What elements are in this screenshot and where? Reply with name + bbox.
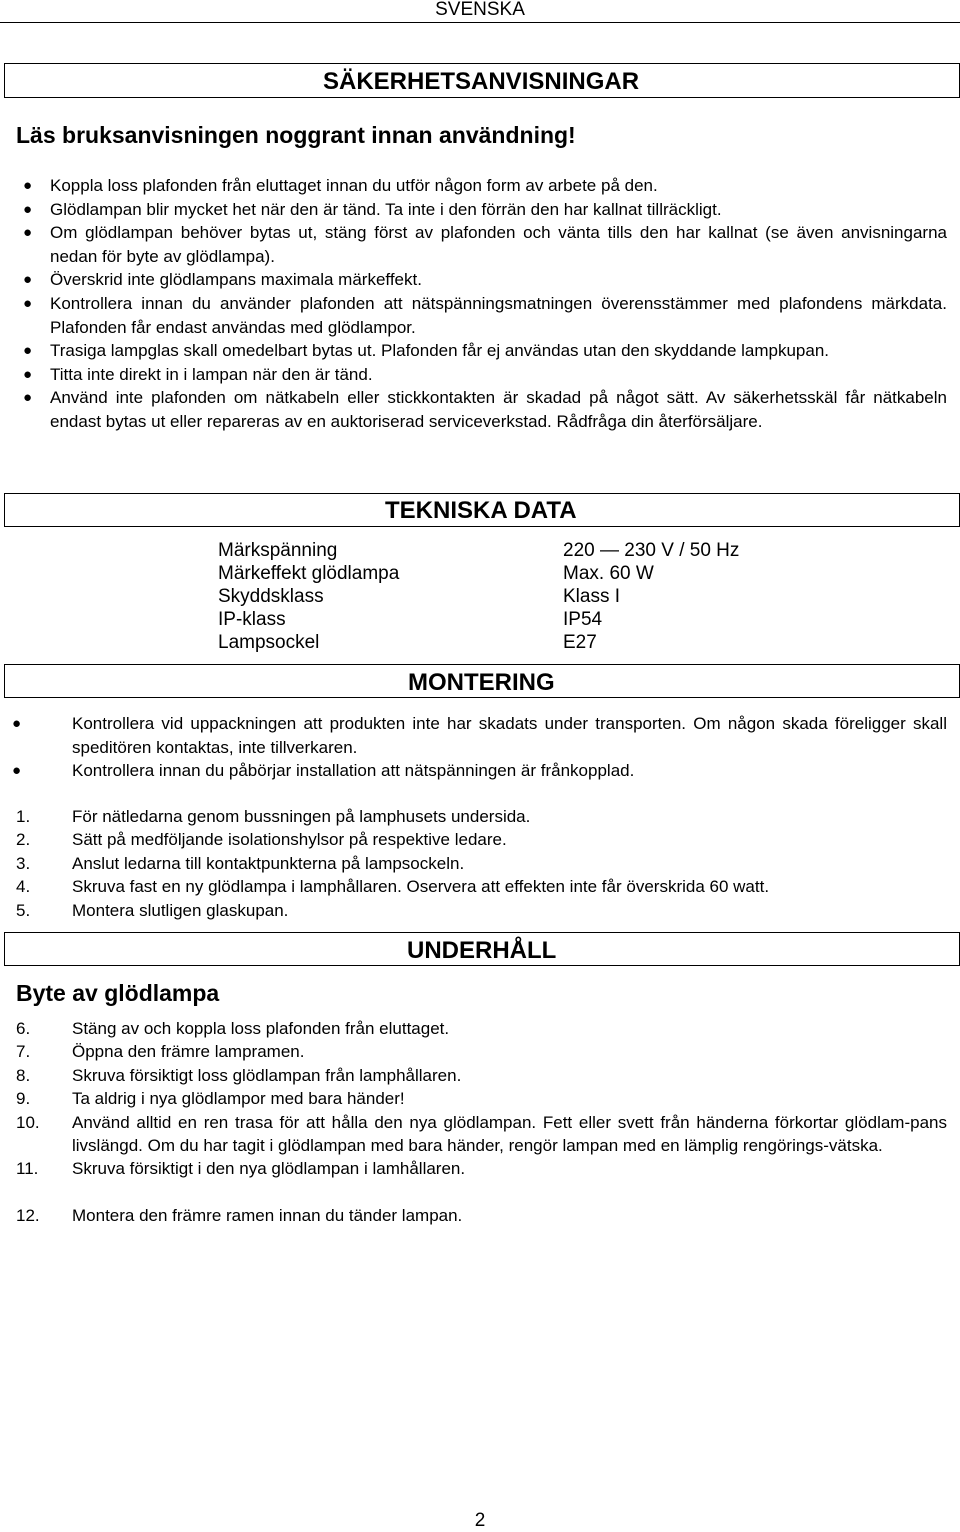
spec-label: Skyddsklass bbox=[218, 586, 324, 607]
spec-label: Märkspänning bbox=[218, 540, 338, 561]
safety-title: SÄKERHETSANVISNINGAR bbox=[323, 68, 640, 95]
list-item: 10. Använd alltid en ren trasa för att hålla den nya glödlampan. Fett eller svett från händerna förkortar glödlam-pans livslängd. Om du har tagit i glödlampan med bara händer, rengör lampan med en lämplig rengörings-vätska. bbox=[16, 1112, 947, 1156]
list-item: ● Trasiga lampglas skall omedelbart bytas ut. Plafonden får ej användas utan den skyddande lampkupan. bbox=[16, 339, 947, 363]
list-item: 8. Skruva försiktigt loss glödlampan från lamphållaren. bbox=[16, 1065, 462, 1085]
bullet-icon: ● bbox=[23, 200, 33, 218]
page-header bbox=[0, 0, 960, 23]
list-item: ● Överskrid inte glödlampans maximala märkeffekt. bbox=[16, 268, 947, 292]
maintenance-title-box bbox=[4, 932, 960, 966]
mounting-title-box bbox=[4, 664, 960, 698]
list-item: 2. Sätt på medföljande isolationshylsor på respektive ledare. bbox=[16, 830, 507, 850]
spec-label: Lampsockel bbox=[218, 632, 320, 653]
bullet-icon: ● bbox=[12, 715, 22, 732]
list-item: 4. Skruva fast en ny glödlampa i lamphållaren. Oservera att effekten inte får överskrida 60 watt. bbox=[16, 877, 770, 897]
mounting-title: MONTERING bbox=[408, 669, 555, 696]
bullet-icon: ● bbox=[23, 342, 33, 360]
list-item: 5. Montera slutligen glaskupan. bbox=[16, 900, 289, 920]
list-item: ● Kontrollera innan du påbörjar installation att nätspänningen är frånkopplad. bbox=[16, 759, 947, 783]
list-item: ● Titta inte direkt in i lampan när den är tänd. bbox=[16, 363, 947, 387]
maintenance-title: UNDERHÅLL bbox=[407, 937, 557, 964]
spec-value: E27 bbox=[563, 632, 597, 653]
list-item: 9. Ta aldrig i nya glödlampor med bara händer! bbox=[16, 1089, 405, 1109]
spec-value: Klass I bbox=[563, 586, 621, 607]
page-number: 2 bbox=[474, 1510, 486, 1531]
spec-label: IP-klass bbox=[218, 609, 286, 630]
tech-title-box bbox=[4, 493, 960, 527]
tech-title: TEKNISKA DATA bbox=[385, 497, 577, 524]
safety-intro: Läs bruksanvisningen noggrant innan användning! bbox=[16, 122, 576, 148]
bullet-icon: ● bbox=[23, 389, 33, 407]
language-label: SVENSKA bbox=[435, 0, 525, 20]
maintenance-subtitle: Byte av glödlampa bbox=[16, 980, 220, 1006]
bullet-icon: ● bbox=[23, 224, 33, 242]
spec-value: IP54 bbox=[563, 609, 603, 630]
safety-title-box bbox=[4, 63, 960, 98]
list-item: 12. Montera den främre ramen innan du tänder lampan. bbox=[16, 1205, 463, 1225]
list-item: 1. För nätledarna genom bussningen på lamphusets undersida. bbox=[16, 807, 531, 826]
list-item: ● Glödlampan blir mycket het när den är tänd. Ta inte i den förrän den har kallnat tillräckligt. bbox=[16, 198, 947, 222]
list-item: ● Använd inte plafonden om nätkabeln eller stickkontakten är skadad på något sätt. Av säkerhetsskäl får nätkabeln endast bytas ut eller repareras av en auktoriserad serviceverkstad. Rådfråga din återförsäljare. bbox=[23, 388, 947, 431]
bullet-icon: ● bbox=[12, 762, 22, 780]
maintenance-steps bbox=[16, 1017, 947, 1227]
spec-value: Max. 60 W bbox=[563, 563, 654, 584]
list-item: ● Koppla loss plafonden från eluttaget innan du utför någon form av arbete på den. bbox=[16, 174, 947, 198]
spec-label: Märkeffekt glödlampa bbox=[218, 563, 400, 584]
mounting-checks bbox=[12, 712, 947, 783]
list-item: ● Kontrollera innan du använder plafonden att nätspänningsmatningen överensstämmer med plafondens märkdata. Plafonden får endast användas med glödlampor. bbox=[23, 293, 947, 337]
safety-list bbox=[16, 174, 947, 434]
bullet-icon: ● bbox=[23, 271, 33, 289]
list-item: 7. Öppna den främre lampramen. bbox=[16, 1042, 305, 1062]
list-item: 11. Skruva försiktigt i den nya glödlampan i lamhållaren. bbox=[16, 1159, 466, 1179]
bullet-icon: ● bbox=[23, 177, 33, 194]
list-item: ● Kontrollera vid uppackningen att produkten inte har skadats under transporten. Om någon skada föreligger skall speditören kontaktas, inte tillverkaren. bbox=[12, 714, 947, 757]
bullet-icon: ● bbox=[23, 294, 33, 312]
mounting-steps bbox=[16, 805, 947, 922]
bullet-icon: ● bbox=[23, 365, 33, 383]
spec-value: 220 — 230 V / 50 Hz bbox=[563, 540, 740, 561]
list-item: 3. Anslut ledarna till kontaktpunkterna på lampsockeln. bbox=[16, 853, 465, 873]
list-item: 6. Stäng av och koppla loss plafonden från eluttaget. bbox=[16, 1019, 450, 1038]
list-item: ● Om glödlampan behöver bytas ut, stäng först av plafonden och vänta tills den har kallnat (se även anvisningarna nedan för byte av glödlampa). bbox=[23, 223, 947, 266]
